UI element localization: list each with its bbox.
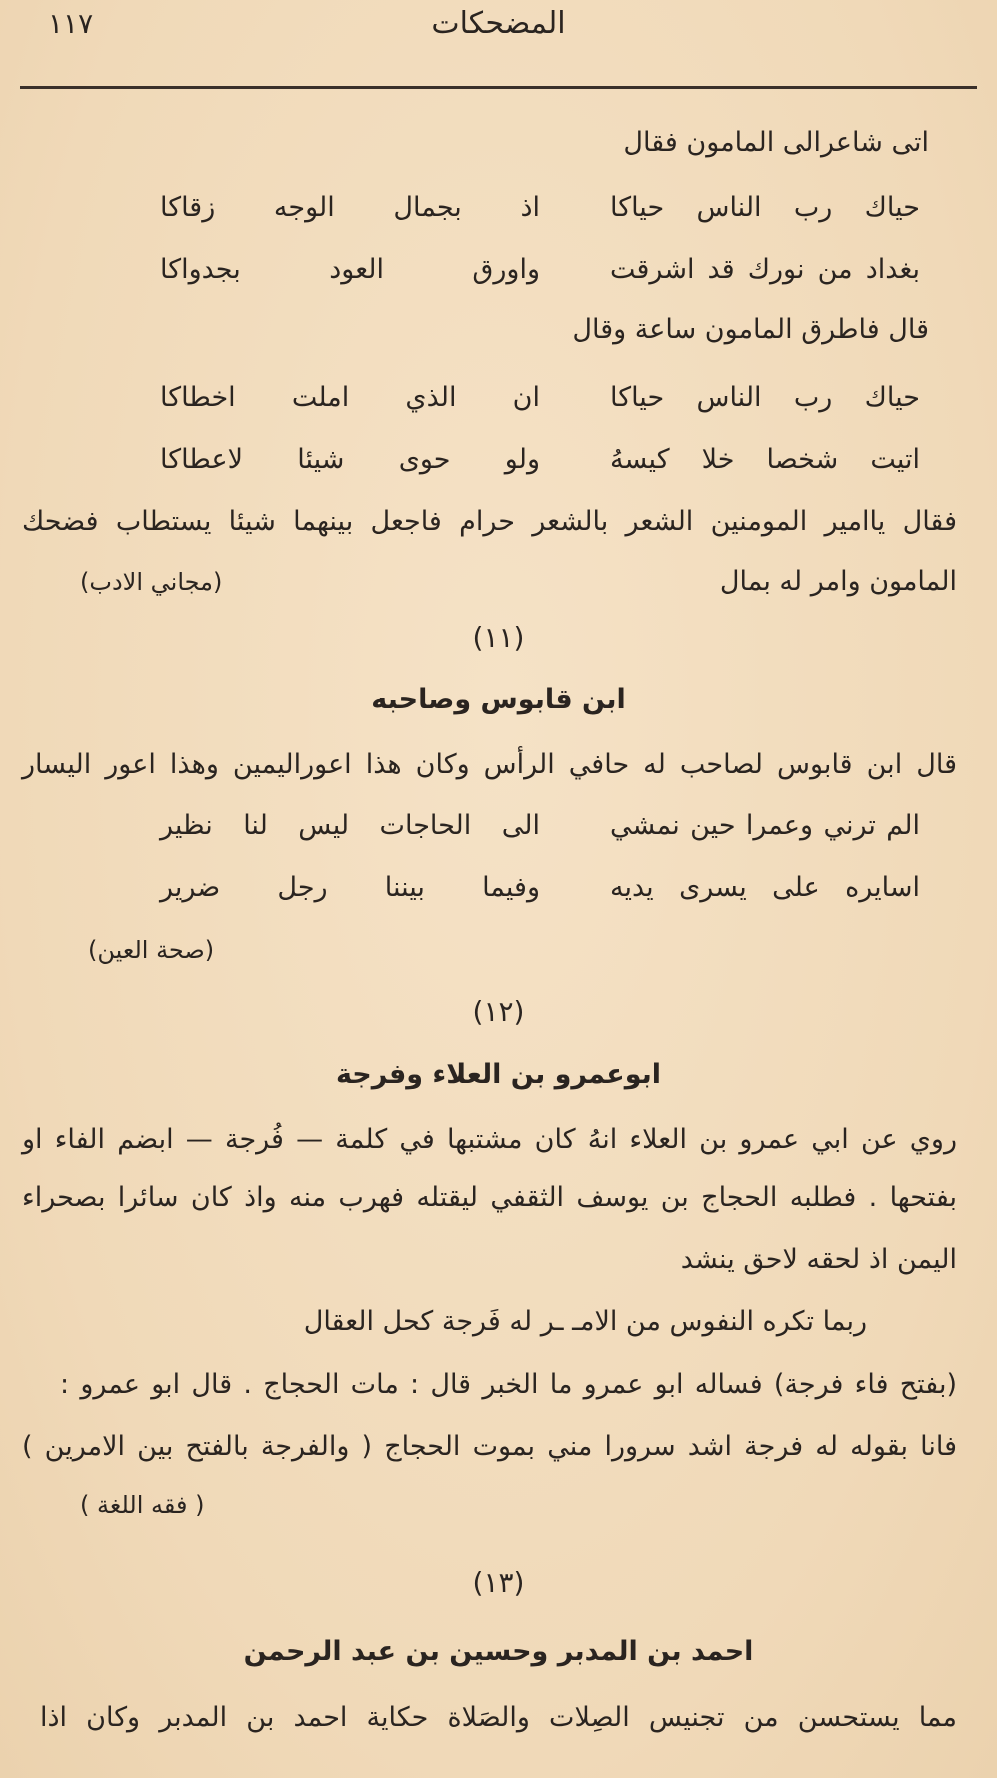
paragraph-line: فقال ياامير المومنين الشعر بالشعر حرام فاجعل بينهما شيئا يستطاب فضحك <box>22 506 957 537</box>
running-title: المضحكات <box>431 6 566 41</box>
paragraph-line: مما يستحسن من تجنيس الصِلات والصَلاة حكاية احمد بن المدبر وكان اذا <box>40 1702 957 1733</box>
paragraph-line: بفتحها . فطلبه الحجاج بن يوسف الثقفي ليقتله فهرب منه واذ كان سائرا بصحراء <box>22 1182 957 1213</box>
source-citation: (مجاني الادب) <box>80 568 223 596</box>
verse-hemistich: ولو حوى شيئا لاعطاكا <box>160 444 540 475</box>
verse-hemistich: حياك رب الناس حياكا <box>610 382 920 413</box>
header-rule <box>20 86 977 89</box>
verse-hemistich: اذ بجمال الوجه زقاكا <box>160 192 540 223</box>
paragraph-line: روي عن ابي عمرو بن العلاء انهُ كان مشتبها في كلمة — فُرجة — ابضم الفاء او <box>22 1124 957 1155</box>
page-number: ١١٧ <box>48 7 94 40</box>
section-number: (١٣) <box>472 1566 525 1599</box>
verse-hemistich: بغداد من نورك قد اشرقت <box>610 254 920 285</box>
section-number: (١٢) <box>472 995 525 1028</box>
verse-hemistich: وفيما بيننا رجل ضرير <box>160 872 540 903</box>
verse-hemistich: حياك رب الناس حياكا <box>610 192 920 223</box>
source-citation: (صحة العين) <box>88 936 215 964</box>
paragraph-line: اليمن اذ لحقه لاحق ينشد <box>680 1244 957 1275</box>
section-title: ابن قابوس وصاحبه <box>371 684 626 715</box>
paragraph-line: قال ابن قابوس لصاحب له حافي الرأس وكان هذا اعوراليمين وهذا اعور اليسار <box>22 749 957 780</box>
verse-hemistich: الم ترني وعمرا حين نمشي <box>610 810 920 841</box>
section-title: احمد بن المدبر وحسين بن عبد الرحمن <box>243 1636 754 1667</box>
verse-hemistich: الى الحاجات ليس لنا نظير <box>160 810 540 841</box>
verse-hemistich: ان الذي املت اخطاكا <box>160 382 540 413</box>
section-number: (١١) <box>472 621 525 654</box>
paragraph-line: (بفتح فاء فرجة) فساله ابو عمرو ما الخبر قال : مات الحجاج . قال ابو عمرو : <box>60 1369 957 1400</box>
verse-hemistich: اتيت شخصا خلا كيسهُ <box>610 444 920 475</box>
source-citation: ( فقه اللغة ) <box>80 1491 205 1519</box>
paragraph-line: المامون وامر له بمال <box>719 566 957 597</box>
verse-hemistich: واورق العود بجدواكا <box>160 254 540 285</box>
paragraph-line: اتى شاعرالى المامون فقال <box>623 127 929 158</box>
paragraph-line: قال فاطرق المامون ساعة وقال <box>572 314 929 345</box>
verse-line: ربما تكره النفوس من الامـ ـر له فَرجة كحل العقال <box>303 1306 867 1337</box>
verse-hemistich: اسايره على يسرى يديه <box>610 872 920 903</box>
paragraph-line: فانا بقوله له فرجة اشد سرورا مني بموت الحجاج ( والفرجة بالفتح بين الامرين ) <box>22 1431 957 1462</box>
section-title: ابوعمرو بن العلاء وفرجة <box>335 1059 662 1090</box>
